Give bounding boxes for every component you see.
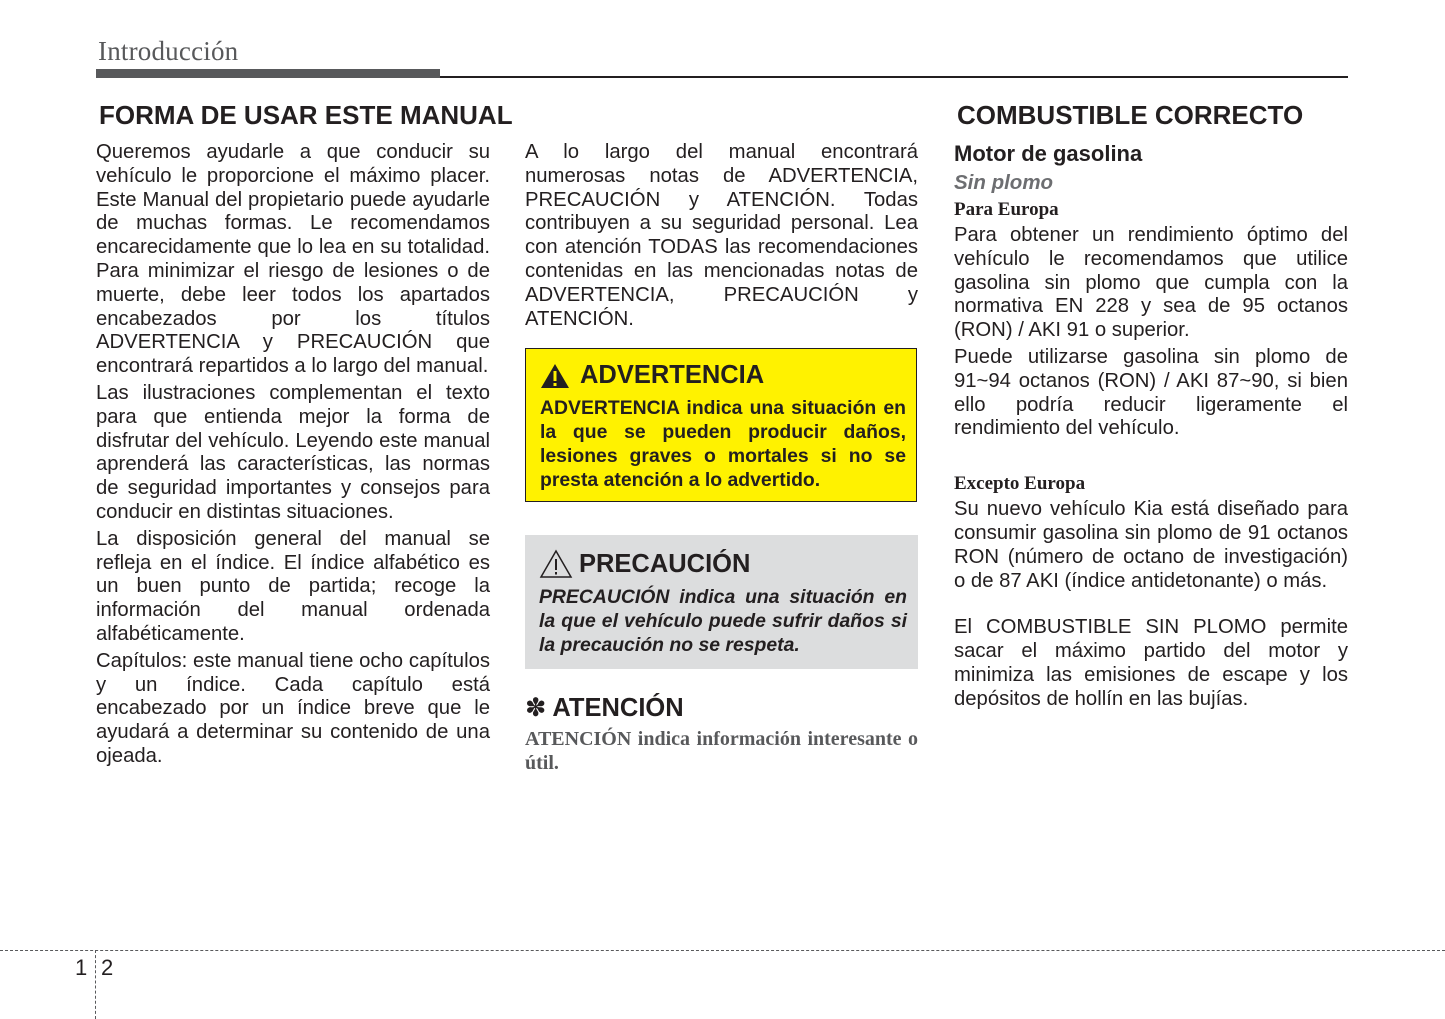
paragraph: El COMBUSTIBLE SIN PLOMO permite sacar el máximo partido del motor y minimiza las emisiones de escape y los depósitos de hollín en las bujías. (954, 616, 1348, 710)
warning-text: ADVERTENCIA indica una situación en la que se pueden producir daños, lesiones graves o mortales si no se presta atención a lo advertido. (540, 397, 906, 491)
paragraph: A lo largo del manual encontrará numerosas notas de ADVERTENCIA, PRECAUCIÓN y ATENCIÓN. Todas contribuyen a su seguridad personal. Lea con atención TODAS las recomendaciones contenidas en las mencionadas notas de ADVERTENCIA, PRECAUCIÓN y ATENCIÓN. (525, 141, 918, 330)
paragraph: Su nuevo vehículo Kia está diseñado para consumir gasolina sin plomo de 91 octanos RON (número de octano de investigación) o de 87 AKI (índice antidetonante) o más. (954, 498, 1348, 592)
header-rule-thick (96, 69, 440, 78)
section-title-fuel: COMBUSTIBLE CORRECTO (957, 100, 1304, 130)
paragraph: Las ilustraciones complementan el texto para que entienda mejor la forma de disfrutar del vehículo. Leyendo este manual aprenderá las características, las normas de seguridad importantes y consejos para conducir en distintas situaciones. (96, 381, 490, 523)
column-2 (525, 141, 918, 334)
footer-dashed-rule (0, 950, 1445, 951)
section-title-manual: FORMA DE USAR ESTE MANUAL (99, 100, 513, 130)
page-number: 2 (101, 955, 114, 980)
asterisk-icon: ✽ (525, 694, 547, 722)
footer-dashed-divider (95, 950, 96, 1019)
warning-title: ADVERTENCIA (580, 361, 765, 389)
header-rule-thin (440, 76, 1348, 78)
chapter-number: 1 (75, 955, 88, 980)
subheading-gasoline-engine: Motor de gasolina (954, 141, 1143, 166)
caution-heading (539, 549, 750, 579)
warning-triangle-icon (540, 363, 570, 389)
warning-box (525, 348, 917, 502)
column-1 (96, 141, 490, 772)
heading-except-europe: Excepto Europa (954, 473, 1086, 495)
caution-triangle-icon (539, 549, 573, 579)
caution-text: PRECAUCIÓN indica una situación en la que el vehículo puede sufrir daños si la precaución no se respeta. (539, 586, 907, 656)
caution-title: PRECAUCIÓN (579, 549, 751, 578)
paragraph: Para obtener un rendimiento óptimo del vehículo le recomendamos que utilice gasolina sin plomo que cumpla con la normativa EN 228 y sea de 95 octanos (RON) / AKI 91 o superior. (954, 224, 1348, 342)
caution-box (525, 535, 918, 669)
paragraph: Puede utilizarse gasolina sin plomo de 91~94 octanos (RON) / AKI 87~90, si bien ello podría reducir ligeramente el rendimiento del vehículo. (954, 345, 1348, 440)
paragraph: Capítulos: este manual tiene ocho capítulos y un índice. Cada capítulo está encabezado por un índice breve que le ayudará a determinar su contenido de una ojeada. (96, 649, 490, 767)
heading-europe: Para Europa (954, 199, 1059, 220)
warning-heading (540, 361, 764, 390)
column-3 (954, 141, 1348, 715)
paragraph: La disposición general del manual se refleja en el índice. El índice alfabético es un buen punto de partida; recoge la información del manual ordenada alfabéticamente. (96, 527, 490, 645)
subheading-unleaded: Sin plomo (954, 171, 1054, 194)
notice-text: ATENCIÓN indica información interesante o útil. (525, 728, 918, 774)
chapter-header-title: Introducción (98, 36, 239, 66)
paragraph: Queremos ayudarle a que conducir su vehículo le proporcione el máximo placer. Este Manual del propietario puede ayudarle de muchas formas. Le recomendamos encarecidamente que lo lea en su totalidad. Para minimizar el riesgo de lesiones o de muerte, debe leer todos los apartados encabezados por los títulos ADVERTENCIA y PRECAUCIÓN que encontrará repartidos a lo largo del manual. (96, 141, 490, 378)
notice-heading (525, 693, 684, 723)
notice-title: ATENCIÓN (552, 693, 684, 722)
